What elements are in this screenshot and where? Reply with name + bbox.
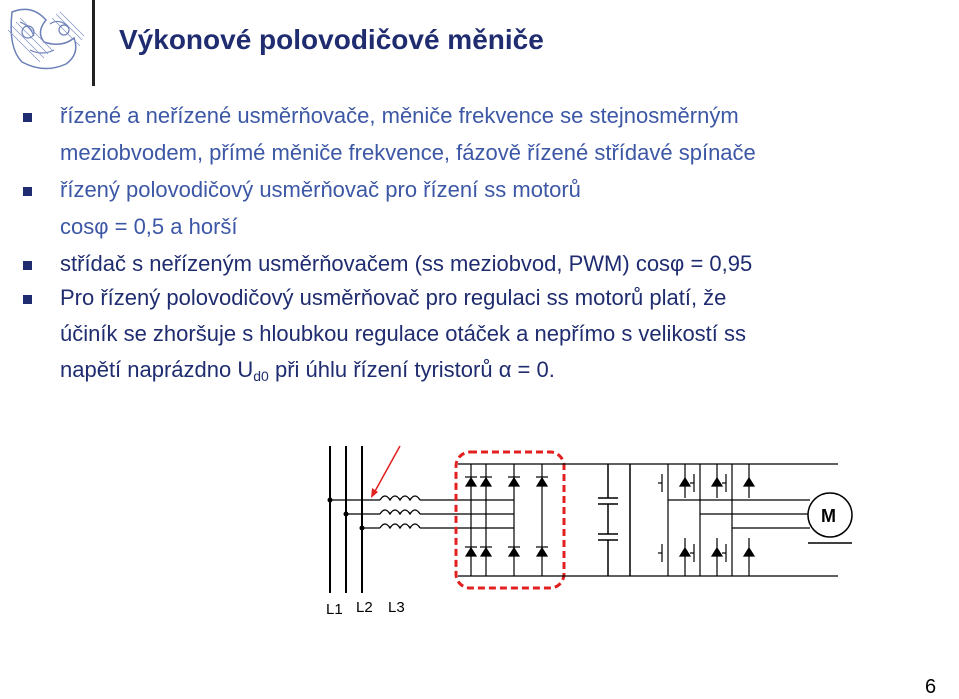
bullet-text-line: meziobvodem, přímé měniče frekvence, fázově řízené střídavé spínače [60,140,756,165]
university-logo [0,0,90,80]
dc-link-capacitors [598,464,630,576]
text-after-subscript: při úhlu řízení tyristorů α = 0. [268,357,555,382]
bullet-text-line: řízený polovodičový usměrňovač pro řízení ss motorů [60,177,581,202]
line-chokes [380,496,420,528]
phase-label-l2: L2 [356,599,373,616]
circuit-diagram [318,438,878,623]
bullet-marker [23,295,32,304]
bullet-text-line: účiník se zhoršuje s hloubkou regulace otáček a nepřímo s velikostí ss [60,321,747,346]
bullet-marker [23,261,32,270]
rectifier-diodes [465,464,548,576]
bullet-text-line: cosφ = 0,5 a horší [60,214,238,239]
bullet-marker [23,187,32,196]
bullet-text-line [60,354,555,386]
bullet-text-line: Pro řízený polovodičový usměrňovač pro regulaci ss motorů platí, že [60,285,727,310]
header-divider [92,0,95,86]
motor-symbol [808,493,852,543]
inverter-igbts [658,464,754,576]
pointer-arrow [374,446,400,493]
phase-label-l1: L1 [326,601,343,618]
phase-label-l3: L3 [388,599,405,616]
page-number: 6 [925,676,937,698]
supply-lines [330,446,362,593]
rectifier-highlight [456,452,564,588]
bullet-marker [23,113,32,122]
subscript-d0: d0 [253,368,269,384]
motor-label: M [821,506,836,526]
text-before-subscript: napětí naprázdno U [60,357,254,382]
bullet-text-line: řízené a neřízené usměrňovače, měniče frekvence se stejnosměrným [60,103,739,128]
bullet-text-line: střídač s neřízeným usměrňovačem (ss meziobvod, PWM) cosφ = 0,95 [60,251,753,276]
slide-title: Výkonové polovodičové měniče [119,24,544,55]
